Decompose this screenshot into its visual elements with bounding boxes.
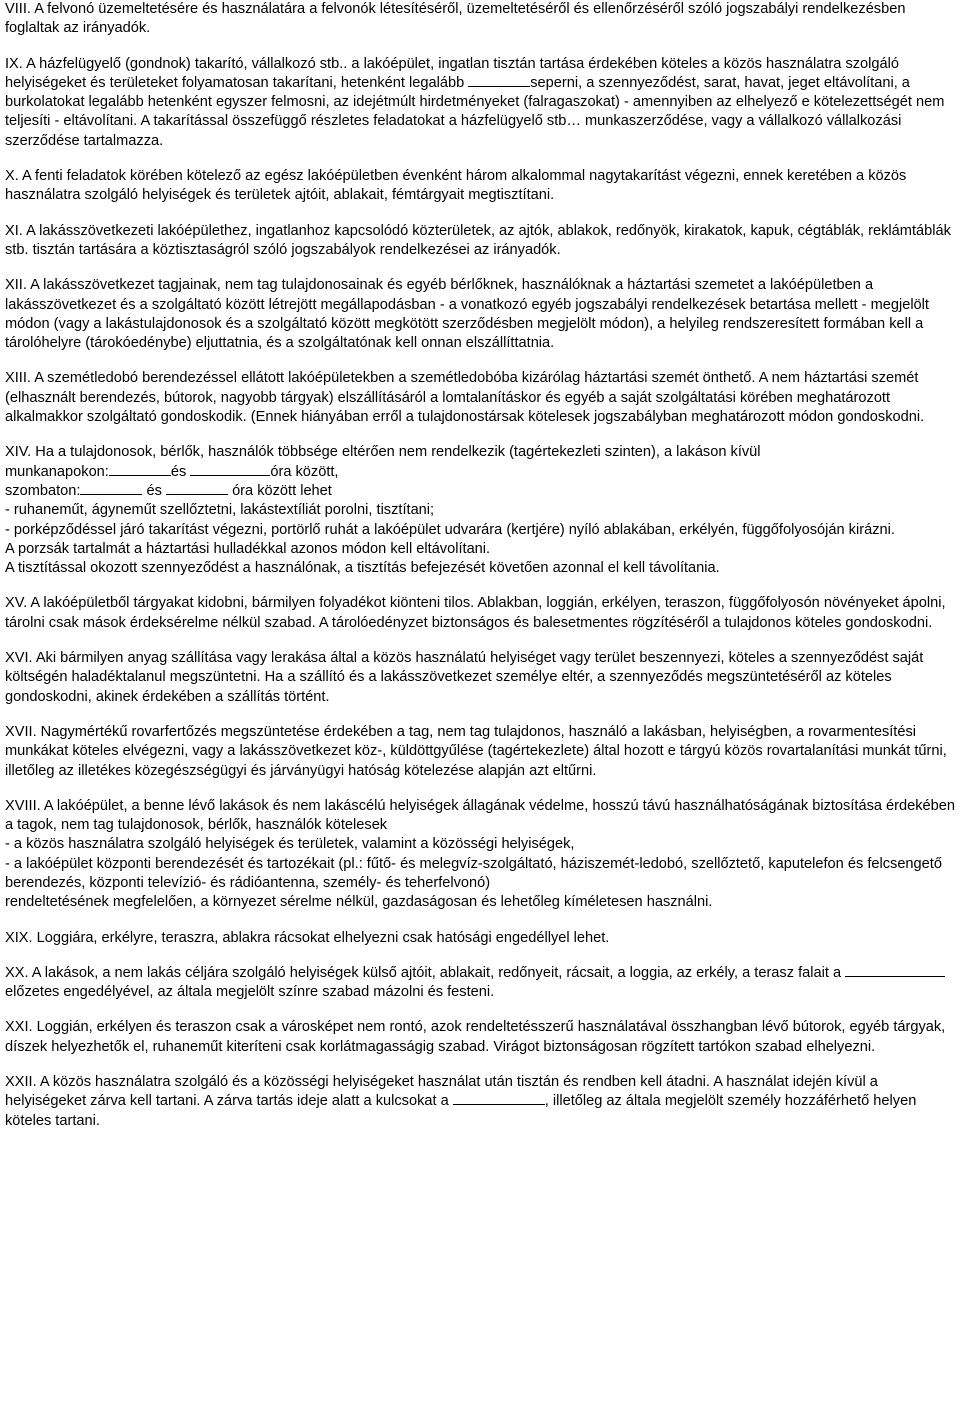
spacer — [5, 260, 955, 276]
section-xxii-part-b: , illetőleg az általa megjelölt személy hozzáférhető helyen köteles tartani. — [5, 1093, 921, 1129]
spacer — [5, 427, 955, 443]
between-text: óra között, — [270, 463, 339, 480]
section-xv: XV. A lakóépületből tárgyakat kidobni, bármilyen folyadékot kiönteni tilos. Ablakban, loggián, erkélyen, teraszon, függőfolyosón növényeket ápolni, tárolni csak mások érdeksérelme nélkül szabad. A tárolóedényzet biztonságos és balesetmentes rögzítéséről a tulajdonos köteles gondoskodni. — [5, 595, 950, 631]
blank-field — [845, 964, 945, 977]
spacer — [5, 633, 955, 649]
spacer — [5, 206, 955, 222]
blank-field — [190, 463, 270, 476]
and-text: és — [146, 482, 162, 499]
blank-field — [453, 1092, 545, 1105]
spacer — [5, 1002, 955, 1018]
section-ix — [5, 55, 955, 151]
spacer — [5, 578, 955, 594]
blank-field — [109, 463, 171, 476]
section-xxi: XXI. Loggián, erkélyen és teraszon csak a városképet nem rontó, azok rendeltetésszerű használatával összhangban lévő bútorok, egyéb tárgyak, díszek helyezhetők el, ruhaneműt kiteríteni csak korlátmagasságig szabad. Virágot biztonságosan rögzített tartókon szabad elhelyezni. — [5, 1019, 950, 1055]
section-xviii-item-1: - a közös használatra szolgáló helyiségek és területek, valamint a közösségi helyiségek, — [5, 836, 575, 853]
section-xiv-item-1: - ruhaneműt, ágyneműt szellőztetni, lakástextíliát porolni, tisztítani; — [5, 502, 435, 519]
section-xviii — [5, 797, 960, 913]
between-text: óra között lehet — [232, 482, 332, 499]
section-xxii-part-a: XXII. A közös használatra szolgáló és a közösségi helyiségeket használat után tisztán és rendben kell átadni. A használat idején kívül a helyiségeket zárva kell tartani. A zárva tartás ideje alatt a kulcsokat a — [5, 1074, 882, 1110]
and-text: és — [170, 463, 187, 480]
spacer — [5, 151, 955, 167]
section-xiv-weekday-line — [5, 463, 955, 482]
weekday-label: munkanapokon: — [5, 463, 109, 480]
blank-field — [468, 74, 530, 87]
spacer — [5, 39, 955, 55]
section-x: X. A fenti feladatok körében kötelező az egész lakóépületben évenként három alkalommal nagytakarítást végezni, ennek keretében a közös használatra szolgáló helyiségek és területek ajtóit, ablakait, fémtárgyait megtisztítani. — [5, 168, 911, 204]
section-xviii-item-2: - a lakóépület központi berendezését és tartozékait (pl.: fűtő- és melegvíz-szolgáltató, háziszemét-ledobó, szellőztető, kaputelefon és felcsengető berendezés, központi televízió- és rádióantenna, személy- és teherfelvonó) — [5, 855, 947, 891]
blank-field — [80, 482, 142, 495]
section-xiv-line-4: A tisztítással okozott szennyeződést a használónak, a tisztítás befejezését követően azonnal el kell távolítania. — [5, 560, 720, 577]
section-xix: XIX. Loggiára, erkélyre, teraszra, ablakra rácsokat elhelyezni csak hatósági engedéllyel lehet. — [5, 929, 610, 946]
section-xiv-item-2: - porképződéssel járó takarítást végezni, portörlő ruhát a lakóépület udvarára (kertjére) nyíló ablakában, erkélyén, függőfolyosóján kirázni. — [5, 521, 895, 538]
section-xiv-saturday-line — [5, 482, 955, 501]
section-xiv-line-3: A porzsák tartalmát a háztartási hulladékkal azonos módon kell eltávolítani. — [5, 540, 491, 557]
spacer — [5, 948, 955, 964]
spacer — [5, 707, 955, 723]
document-page — [5, 0, 960, 1131]
section-xiv — [5, 443, 955, 578]
section-xiv-intro: XIV. Ha a tulajdonosok, bérlők, használók többsége eltérően nem rendelkezik (tagértekezleti szinten), a lakáson kívül — [5, 444, 761, 461]
section-xviii-intro: XVIII. A lakóépület, a benne lévő lakások és nem lakáscélú helyiségek állagának védelme, hosszú távú használhatóságának biztosítása érdekében a tagok, nem tag tulajdonosok, bérlők, használók kötelesek — [5, 797, 960, 834]
section-xx-part-b: előzetes engedélyével, az általa megjelölt színre szabad mázolni és festeni. — [5, 964, 950, 1001]
section-viii: VIII. A felvonó üzemeltetésére és használatára a felvonók létesítéséről, üzemeltetéséről és ellenőrzéséről szóló jogszabályi rendelkezésben foglaltak az irányadók. — [5, 1, 910, 37]
section-ix-part-b: seperni, a szennyeződést, sarat, havat, jeget eltávolítani, a burkolatokat legalább hetenként egyszer felmosni, az idejétmúlt hirdetményeket (falragaszokat) - amennyiben az elhelyező e kötelezettségét nem teljesíti - eltávolítani. A takarítással összefüggő részletes feladatokat a házfelügyelő stb… munkaszerződése, vagy a vállalkozó vállalkozási szerződése tartalmazza. — [5, 74, 949, 149]
section-xvi: XVI. Aki bármilyen anyag szállítása vagy lerakása által a közös használatú helyiséget vagy terület beszennyezi, köteles a szennyeződést saját költségén haladéktalanul megszüntetni. Ha a szállító és a lakásszövetkezet személye eltér, a szennyeződés megszüntetéséről az köteles gondoskodni, akinek érdekében a szállítás történt. — [5, 650, 928, 705]
spacer — [5, 1057, 955, 1073]
section-xviii-outro: rendeltetésének megfelelően, a környezet sérelme nélkül, gazdaságosan és lehetőleg kíméletesen használni. — [5, 894, 713, 911]
section-xii: XII. A lakásszövetkezet tagjainak, nem tag tulajdonosainak és egyéb bérlőknek, használóknak a háztartási szemetet a lakóépületben a lakásszövetkezet és a szolgáltató között létrejött megállapodásban - a vonatkozó egyéb jogszabályi rendelkezések betartása mellett - megjelölt módon (vagy a lakástulajdonosok és a szolgáltató között megkötött szerződésben megjelölt módon), a helyileg rendszeresített formában kell a tárolóhelyre (tárokóedénybe) eljuttatnia, és a szolgáltatónak kell onnan elszállíttatnia. — [5, 277, 934, 352]
spacer — [5, 913, 955, 929]
section-xx-part-a: XX. A lakások, a nem lakás céljára szolgáló helyiségek külső ajtóit, ablakait, redőnyeit, rácsait, a loggia, az erkély, a terasz falait a — [5, 964, 846, 981]
section-xi: XI. A lakásszövetkezeti lakóépülethez, ingatlanhoz kapcsolódó közterületek, az ajtók, ablakok, redőnyök, kirakatok, kapuk, cégtáblák, reklámtáblák stb. tisztán tartására a köztisztaságról szóló jogszabályok rendelkezései az irányadók. — [5, 222, 955, 258]
section-xxii — [5, 1073, 955, 1131]
section-xx — [5, 964, 955, 1003]
spacer — [5, 781, 955, 797]
spacer — [5, 353, 955, 369]
blank-field — [166, 482, 228, 495]
section-xvii: XVII. Nagymértékű rovarfertőzés megszüntetése érdekében a tag, nem tag tulajdonos, használó a lakásban, helyiségben, a rovarmentesítési munkákat köteles elvégezni, vagy a lakásszövetkezet köz-, küldöttgyűlése (tagértekezlete) által hozott e tárgyú közös rovartalanítási munkát tűrni, illetőleg az illetékes közegészségügyi és járványügyi hatóság kötelezése alapján azt eltűrni. — [5, 723, 951, 779]
section-xiii: XIII. A szemétledobó berendezéssel ellátott lakóépületekben a szemétledobóba kizárólag háztartási szemét önthető. A nem háztartási szemét (elhasznált berendezés, bútorok, nagyobb tárgyak) elszállításáról a lomtalanításkor és egyéb a saját szolgáltatási körében meghatározott alkalmakkor szolgáltató gondoskodik. (Ennek hiányában erről a tulajdonostársak kötelesek jogszabályban meghatározott módon gondoskodni. — [5, 370, 925, 426]
section-ix-part-a: IX. A házfelügyelő (gondnok) takarító, vállalkozó stb.. a lakóépület, ingatlan tisztán tartása érdekében köteles a közös használatra szolgáló helyiségeket és területeket folyamatosan takarítani, hetenként legalább — [5, 55, 904, 91]
saturday-label: szombaton: — [5, 482, 81, 499]
